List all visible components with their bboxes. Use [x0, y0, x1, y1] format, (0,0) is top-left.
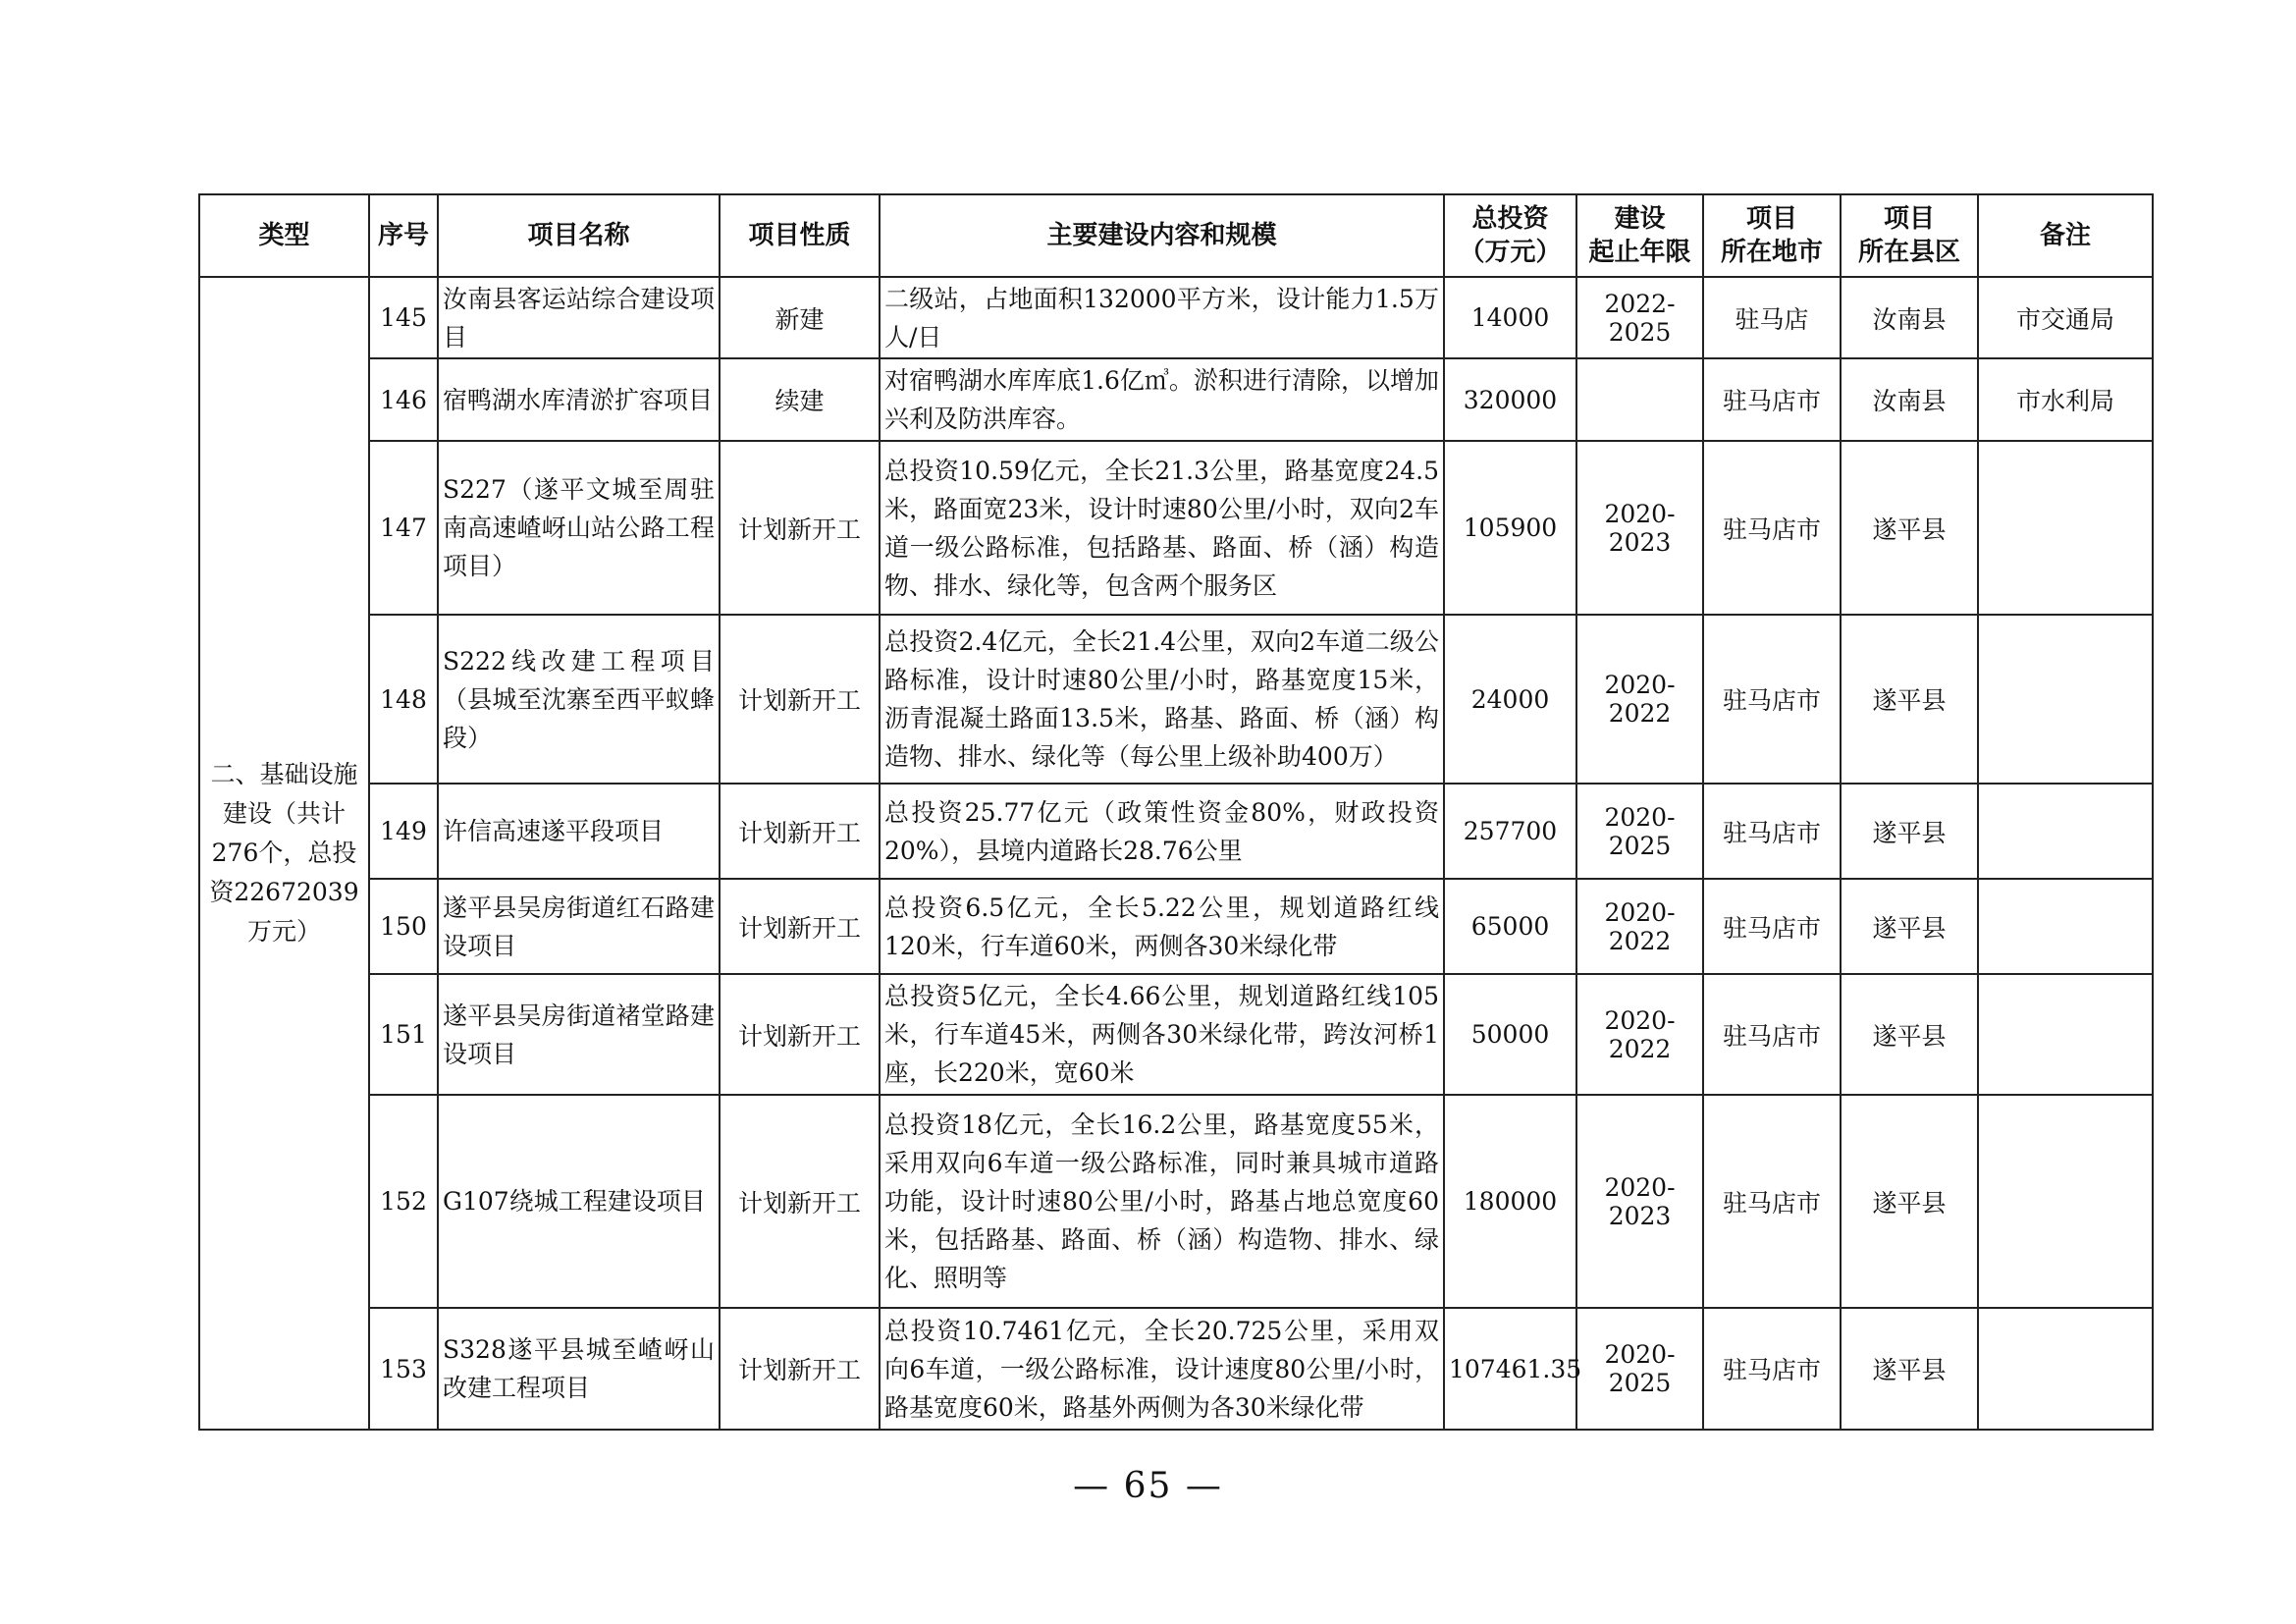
cell-investment: 320000 — [1444, 358, 1576, 441]
cell-name: 遂平县吴房街道褚堂路建设项目 — [438, 974, 720, 1095]
cell-nature: 计划新开工 — [720, 879, 880, 974]
cell-county: 汝南县 — [1841, 358, 1978, 441]
table-row — [199, 615, 2153, 784]
table-row — [199, 974, 2153, 1095]
cell-remark — [1978, 441, 2153, 615]
cell-remark: 市水利局 — [1978, 358, 2153, 441]
table-row — [199, 879, 2153, 974]
table-header-row — [199, 194, 2153, 277]
cell-county: 遂平县 — [1841, 615, 1978, 784]
cell-county: 遂平县 — [1841, 1095, 1978, 1308]
cell-period: 2020-2025 — [1576, 1308, 1703, 1430]
cell-investment: 107461.35 — [1444, 1308, 1576, 1430]
cell-nature: 计划新开工 — [720, 441, 880, 615]
cell-period: 2022-2025 — [1576, 277, 1703, 358]
project-table — [198, 193, 2154, 1431]
cell-investment: 180000 — [1444, 1095, 1576, 1308]
cell-county: 遂平县 — [1841, 441, 1978, 615]
header-seq: 序号 — [369, 194, 438, 277]
header-city — [1703, 194, 1841, 277]
cell-county: 汝南县 — [1841, 277, 1978, 358]
cell-remark — [1978, 615, 2153, 784]
header-remark: 备注 — [1978, 194, 2153, 277]
cell-period: 2020-2025 — [1576, 784, 1703, 879]
cell-period: 2020-2022 — [1576, 879, 1703, 974]
cell-name: S328遂平县城至嵖岈山改建工程项目 — [438, 1308, 720, 1430]
cell-city: 驻马店市 — [1703, 441, 1841, 615]
cell-content: 对宿鸭湖水库库底1.6亿㎥。淤积进行清除，以增加兴利及防洪库容。 — [880, 358, 1444, 441]
cell-seq: 152 — [369, 1095, 438, 1308]
cell-nature: 计划新开工 — [720, 1095, 880, 1308]
header-investment-line1: 总投资 — [1471, 204, 1549, 234]
cell-nature: 计划新开工 — [720, 974, 880, 1095]
cell-content: 总投资6.5亿元，全长5.22公里，规划道路红线120米，行车道60米，两侧各30米绿化带 — [880, 879, 1444, 974]
cell-city: 驻马店市 — [1703, 879, 1841, 974]
header-city-line2: 所在地市 — [1720, 238, 1823, 267]
cell-content: 总投资5亿元，全长4.66公里，规划道路红线105米，行车道45米，两侧各30米绿化带，跨汝河桥1座，长220米，宽60米 — [880, 974, 1444, 1095]
header-county — [1841, 194, 1978, 277]
cell-content: 总投资2.4亿元，全长21.4公里，双向2车道二级公路标准，设计时速80公里/小时，路基宽度15米，沥青混凝土路面13.5米，路基、路面、桥（涵）构造物、排水、绿化等（每公里上级补助400万） — [880, 615, 1444, 784]
cell-content: 总投资10.7461亿元，全长20.725公里，采用双向6车道，一级公路标准，设计速度80公里/小时，路基宽度60米，路基外两侧为各30米绿化带 — [880, 1308, 1444, 1430]
cell-period: 2020-2022 — [1576, 615, 1703, 784]
cell-period — [1576, 358, 1703, 441]
header-period-line2: 起止年限 — [1588, 238, 1691, 267]
header-nature: 项目性质 — [720, 194, 880, 277]
table-row — [199, 1308, 2153, 1430]
header-content: 主要建设内容和规模 — [880, 194, 1444, 277]
cell-remark — [1978, 1095, 2153, 1308]
cell-city: 驻马店市 — [1703, 358, 1841, 441]
cell-period: 2020-2022 — [1576, 974, 1703, 1095]
cell-seq: 145 — [369, 277, 438, 358]
category-cell: 二、基础设施建设（共计276个，总投资22672039万元） — [199, 277, 369, 1430]
header-period — [1576, 194, 1703, 277]
header-name: 项目名称 — [438, 194, 720, 277]
cell-nature: 续建 — [720, 358, 880, 441]
cell-remark — [1978, 784, 2153, 879]
cell-seq: 150 — [369, 879, 438, 974]
header-county-line1: 项目 — [1883, 204, 1935, 234]
cell-seq: 147 — [369, 441, 438, 615]
cell-name: G107绕城工程建设项目 — [438, 1095, 720, 1308]
cell-investment: 65000 — [1444, 879, 1576, 974]
header-investment-line2: （万元） — [1459, 238, 1562, 267]
cell-seq: 148 — [369, 615, 438, 784]
cell-content: 总投资10.59亿元，全长21.3公里，路基宽度24.5米，路面宽23米，设计时速80公里/小时，双向2车道一级公路标准，包括路基、路面、桥（涵）构造物、排水、绿化等，包含两个服务区 — [880, 441, 1444, 615]
table-row — [199, 784, 2153, 879]
cell-period: 2020-2023 — [1576, 1095, 1703, 1308]
cell-remark — [1978, 1308, 2153, 1430]
table-row — [199, 277, 2153, 358]
cell-content: 总投资18亿元，全长16.2公里，路基宽度55米，采用双向6车道一级公路标准，同时兼具城市道路功能，设计时速80公里/小时，路基占地总宽度60米，包括路基、路面、桥（涵）构造物、排水、绿化、照明等 — [880, 1095, 1444, 1308]
cell-county: 遂平县 — [1841, 784, 1978, 879]
header-city-line1: 项目 — [1745, 204, 1797, 234]
cell-nature: 新建 — [720, 277, 880, 358]
cell-content: 二级站，占地面积132000平方米，设计能力1.5万人/日 — [880, 277, 1444, 358]
cell-city: 驻马店市 — [1703, 615, 1841, 784]
cell-nature: 计划新开工 — [720, 615, 880, 784]
header-type: 类型 — [199, 194, 369, 277]
cell-county: 遂平县 — [1841, 1308, 1978, 1430]
cell-investment: 50000 — [1444, 974, 1576, 1095]
cell-nature: 计划新开工 — [720, 1308, 880, 1430]
cell-name: 遂平县吴房街道红石路建设项目 — [438, 879, 720, 974]
cell-city: 驻马店市 — [1703, 784, 1841, 879]
page-number: — 65 — — [1073, 1466, 1223, 1506]
header-investment — [1444, 194, 1576, 277]
header-county-line2: 所在县区 — [1857, 238, 1960, 267]
cell-county: 遂平县 — [1841, 974, 1978, 1095]
cell-name: 许信高速遂平段项目 — [438, 784, 720, 879]
cell-content: 总投资25.77亿元（政策性资金80%，财政投资20%），县境内道路长28.76公里 — [880, 784, 1444, 879]
cell-seq: 146 — [369, 358, 438, 441]
cell-name: S222线改建工程项目（县城至沈寨至西平蚁蜂段） — [438, 615, 720, 784]
header-period-line1: 建设 — [1614, 204, 1666, 234]
cell-remark: 市交通局 — [1978, 277, 2153, 358]
cell-remark — [1978, 974, 2153, 1095]
cell-county: 遂平县 — [1841, 879, 1978, 974]
cell-city: 驻马店市 — [1703, 1095, 1841, 1308]
cell-name: 宿鸭湖水库清淤扩容项目 — [438, 358, 720, 441]
cell-city: 驻马店 — [1703, 277, 1841, 358]
cell-city: 驻马店市 — [1703, 974, 1841, 1095]
cell-investment: 257700 — [1444, 784, 1576, 879]
table-row — [199, 1095, 2153, 1308]
cell-investment: 24000 — [1444, 615, 1576, 784]
cell-investment: 105900 — [1444, 441, 1576, 615]
cell-remark — [1978, 879, 2153, 974]
cell-investment: 14000 — [1444, 277, 1576, 358]
table-row — [199, 358, 2153, 441]
cell-nature: 计划新开工 — [720, 784, 880, 879]
cell-seq: 153 — [369, 1308, 438, 1430]
cell-period: 2020-2023 — [1576, 441, 1703, 615]
cell-seq: 151 — [369, 974, 438, 1095]
table-row — [199, 441, 2153, 615]
cell-name: S227（遂平文城至周驻南高速嵖岈山站公路工程项目） — [438, 441, 720, 615]
cell-seq: 149 — [369, 784, 438, 879]
cell-name: 汝南县客运站综合建设项目 — [438, 277, 720, 358]
cell-city: 驻马店市 — [1703, 1308, 1841, 1430]
